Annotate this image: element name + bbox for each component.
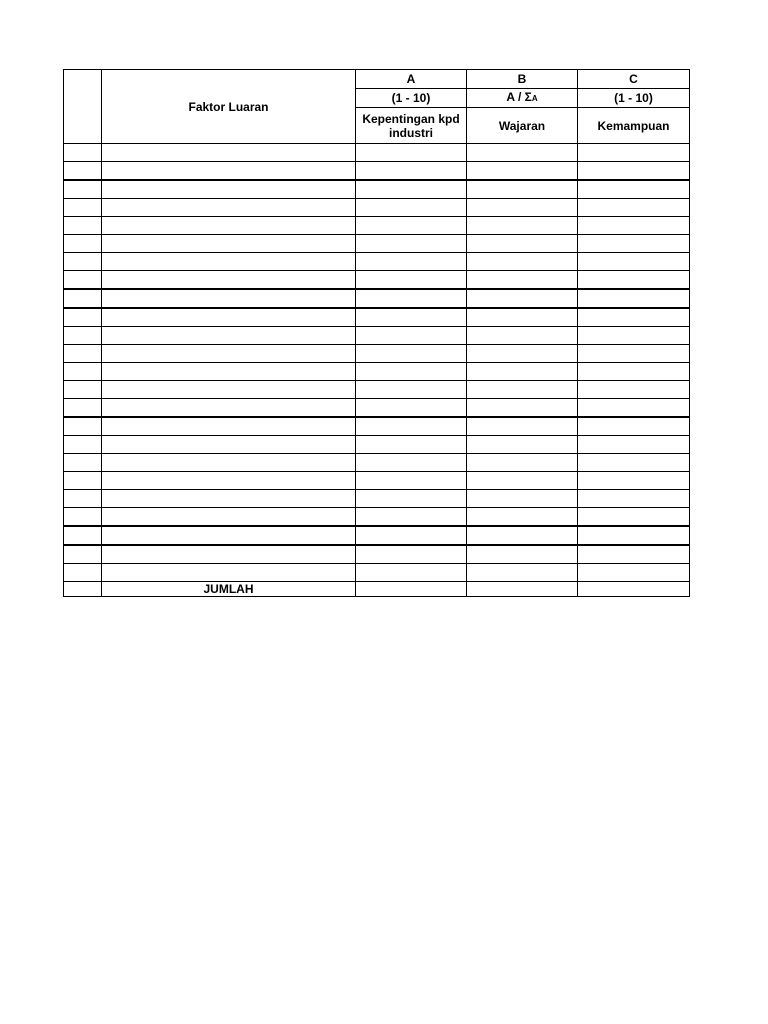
row-b-cell[interactable] <box>467 162 578 181</box>
row-c-cell[interactable] <box>578 308 690 327</box>
row-a-cell[interactable] <box>356 271 467 290</box>
table-row <box>64 253 690 271</box>
row-b-cell[interactable] <box>467 545 578 564</box>
row-a-cell[interactable] <box>356 162 467 181</box>
row-number-cell[interactable] <box>64 144 102 162</box>
table-footer <box>64 582 690 597</box>
row-c-cell[interactable] <box>578 253 690 271</box>
table-row <box>64 363 690 381</box>
row-a-cell[interactable] <box>356 199 467 217</box>
row-b-cell[interactable] <box>467 345 578 363</box>
formula-subscript: A <box>531 94 538 103</box>
row-a-cell[interactable] <box>356 564 467 582</box>
row-factor-cell[interactable] <box>102 399 356 418</box>
row-a-cell[interactable] <box>356 289 467 308</box>
row-factor-cell[interactable] <box>102 545 356 564</box>
row-c-cell[interactable] <box>578 199 690 217</box>
row-number-cell[interactable] <box>64 180 102 199</box>
header-col-a-scale[interactable]: (1 - 10) <box>356 89 467 108</box>
row-factor-cell[interactable] <box>102 436 356 454</box>
row-number-cell[interactable] <box>64 399 102 418</box>
table-row <box>64 526 690 545</box>
row-a-cell[interactable] <box>356 526 467 545</box>
row-c-cell[interactable] <box>578 180 690 199</box>
table-row <box>64 271 690 290</box>
row-factor-cell[interactable] <box>102 180 356 199</box>
row-a-cell[interactable] <box>356 363 467 381</box>
row-b-cell[interactable] <box>467 508 578 527</box>
row-number-cell[interactable] <box>64 417 102 436</box>
row-b-cell[interactable] <box>467 271 578 290</box>
row-factor-cell[interactable] <box>102 508 356 527</box>
row-a-cell[interactable] <box>356 235 467 253</box>
header-number-cell[interactable] <box>64 70 102 144</box>
row-factor-cell[interactable] <box>102 345 356 363</box>
table-row <box>64 199 690 217</box>
table-row <box>64 345 690 363</box>
total-b-cell[interactable] <box>467 582 578 597</box>
row-b-cell[interactable] <box>467 327 578 345</box>
efe-matrix-table <box>63 69 690 597</box>
row-b-cell[interactable] <box>467 235 578 253</box>
row-c-cell[interactable] <box>578 508 690 527</box>
row-a-cell[interactable] <box>356 381 467 399</box>
table-row <box>64 417 690 436</box>
row-factor-cell[interactable] <box>102 490 356 508</box>
table-row <box>64 217 690 235</box>
row-number-cell[interactable] <box>64 308 102 327</box>
table-row <box>64 289 690 308</box>
row-a-cell[interactable] <box>356 253 467 271</box>
row-factor-cell[interactable] <box>102 217 356 235</box>
row-b-cell[interactable] <box>467 472 578 490</box>
row-number-cell[interactable] <box>64 381 102 399</box>
row-a-cell[interactable] <box>356 436 467 454</box>
row-c-cell[interactable] <box>578 526 690 545</box>
row-b-cell[interactable] <box>467 436 578 454</box>
table-row <box>64 545 690 564</box>
row-number-cell[interactable] <box>64 345 102 363</box>
total-label-cell[interactable]: JUMLAH <box>102 582 356 597</box>
table-row <box>64 162 690 181</box>
row-b-cell[interactable] <box>467 289 578 308</box>
row-c-cell[interactable] <box>578 490 690 508</box>
row-number-cell[interactable] <box>64 454 102 472</box>
row-number-cell[interactable] <box>64 472 102 490</box>
row-factor-cell[interactable] <box>102 363 356 381</box>
row-a-cell[interactable] <box>356 454 467 472</box>
header-col-c-letter[interactable]: C <box>578 70 690 89</box>
total-a-cell[interactable] <box>356 582 467 597</box>
row-c-cell[interactable] <box>578 381 690 399</box>
row-factor-cell[interactable] <box>102 564 356 582</box>
row-b-cell[interactable] <box>467 180 578 199</box>
row-b-cell[interactable] <box>467 144 578 162</box>
header-col-b-title[interactable]: Wajaran <box>467 108 578 144</box>
row-number-cell[interactable] <box>64 526 102 545</box>
row-factor-cell[interactable] <box>102 199 356 217</box>
row-factor-cell[interactable] <box>102 417 356 436</box>
row-b-cell[interactable] <box>467 490 578 508</box>
formula-main: A / Σ <box>506 90 532 104</box>
table-row <box>64 399 690 418</box>
row-a-cell[interactable] <box>356 417 467 436</box>
header-col-a-letter[interactable]: A <box>356 70 467 89</box>
row-factor-cell[interactable] <box>102 381 356 399</box>
row-number-cell[interactable] <box>64 217 102 235</box>
row-b-cell[interactable] <box>467 526 578 545</box>
row-c-cell[interactable] <box>578 436 690 454</box>
row-number-cell[interactable] <box>64 564 102 582</box>
header-col-b-letter[interactable]: B <box>467 70 578 89</box>
row-number-cell[interactable] <box>64 490 102 508</box>
total-c-cell[interactable] <box>578 582 690 597</box>
row-c-cell[interactable] <box>578 345 690 363</box>
row-number-cell[interactable] <box>64 271 102 290</box>
header-col-c-scale[interactable]: (1 - 10) <box>578 89 690 108</box>
row-number-cell[interactable] <box>64 363 102 381</box>
row-number-cell[interactable] <box>64 436 102 454</box>
table-row <box>64 327 690 345</box>
row-c-cell[interactable] <box>578 399 690 418</box>
row-factor-cell[interactable] <box>102 526 356 545</box>
row-factor-cell[interactable] <box>102 472 356 490</box>
row-c-cell[interactable] <box>578 235 690 253</box>
row-factor-cell[interactable] <box>102 144 356 162</box>
row-b-cell[interactable] <box>467 308 578 327</box>
row-c-cell[interactable] <box>578 472 690 490</box>
row-b-cell[interactable] <box>467 253 578 271</box>
row-a-cell[interactable] <box>356 345 467 363</box>
row-factor-cell[interactable] <box>102 162 356 181</box>
row-number-cell[interactable] <box>64 199 102 217</box>
row-c-cell[interactable] <box>578 217 690 235</box>
row-a-cell[interactable] <box>356 180 467 199</box>
table-row <box>64 436 690 454</box>
row-factor-cell[interactable] <box>102 253 356 271</box>
row-number-cell[interactable] <box>64 508 102 527</box>
row-a-cell[interactable] <box>356 144 467 162</box>
row-a-cell[interactable] <box>356 217 467 235</box>
table-row <box>64 564 690 582</box>
row-b-cell[interactable] <box>467 454 578 472</box>
row-c-cell[interactable] <box>578 327 690 345</box>
table-row <box>64 472 690 490</box>
row-c-cell[interactable] <box>578 289 690 308</box>
row-c-cell[interactable] <box>578 454 690 472</box>
table-body <box>64 144 690 582</box>
row-b-cell[interactable] <box>467 564 578 582</box>
table-row <box>64 144 690 162</box>
row-a-cell[interactable] <box>356 545 467 564</box>
table-row <box>64 508 690 527</box>
total-number-cell[interactable] <box>64 582 102 597</box>
row-number-cell[interactable] <box>64 545 102 564</box>
row-c-cell[interactable] <box>578 144 690 162</box>
header-col-c-title[interactable]: Kemampuan <box>578 108 690 144</box>
table-row <box>64 490 690 508</box>
header-row-letters <box>64 70 690 89</box>
row-b-cell[interactable] <box>467 217 578 235</box>
header-factor-cell[interactable]: Faktor Luaran <box>102 70 356 144</box>
row-a-cell[interactable] <box>356 472 467 490</box>
table-row <box>64 454 690 472</box>
table-row <box>64 235 690 253</box>
row-number-cell[interactable] <box>64 327 102 345</box>
row-factor-cell[interactable] <box>102 308 356 327</box>
table-header <box>64 70 690 144</box>
row-factor-cell[interactable] <box>102 271 356 290</box>
row-number-cell[interactable] <box>64 162 102 181</box>
row-b-cell[interactable] <box>467 199 578 217</box>
row-b-cell[interactable] <box>467 399 578 418</box>
row-c-cell[interactable] <box>578 417 690 436</box>
row-number-cell[interactable] <box>64 253 102 271</box>
row-a-cell[interactable] <box>356 327 467 345</box>
row-factor-cell[interactable] <box>102 289 356 308</box>
row-factor-cell[interactable] <box>102 454 356 472</box>
row-c-cell[interactable] <box>578 564 690 582</box>
row-factor-cell[interactable] <box>102 235 356 253</box>
row-number-cell[interactable] <box>64 235 102 253</box>
row-b-cell[interactable] <box>467 381 578 399</box>
header-col-b-formula[interactable] <box>467 89 578 108</box>
row-b-cell[interactable] <box>467 417 578 436</box>
row-c-cell[interactable] <box>578 271 690 290</box>
row-c-cell[interactable] <box>578 162 690 181</box>
row-number-cell[interactable] <box>64 289 102 308</box>
table-row <box>64 381 690 399</box>
table-row <box>64 308 690 327</box>
row-a-cell[interactable] <box>356 399 467 418</box>
row-c-cell[interactable] <box>578 363 690 381</box>
table-row <box>64 180 690 199</box>
row-a-cell[interactable] <box>356 308 467 327</box>
row-b-cell[interactable] <box>467 363 578 381</box>
row-c-cell[interactable] <box>578 545 690 564</box>
row-factor-cell[interactable] <box>102 327 356 345</box>
total-row <box>64 582 690 597</box>
header-col-a-title[interactable]: Kepentingan kpd industri <box>356 108 467 144</box>
row-a-cell[interactable] <box>356 490 467 508</box>
row-a-cell[interactable] <box>356 508 467 527</box>
